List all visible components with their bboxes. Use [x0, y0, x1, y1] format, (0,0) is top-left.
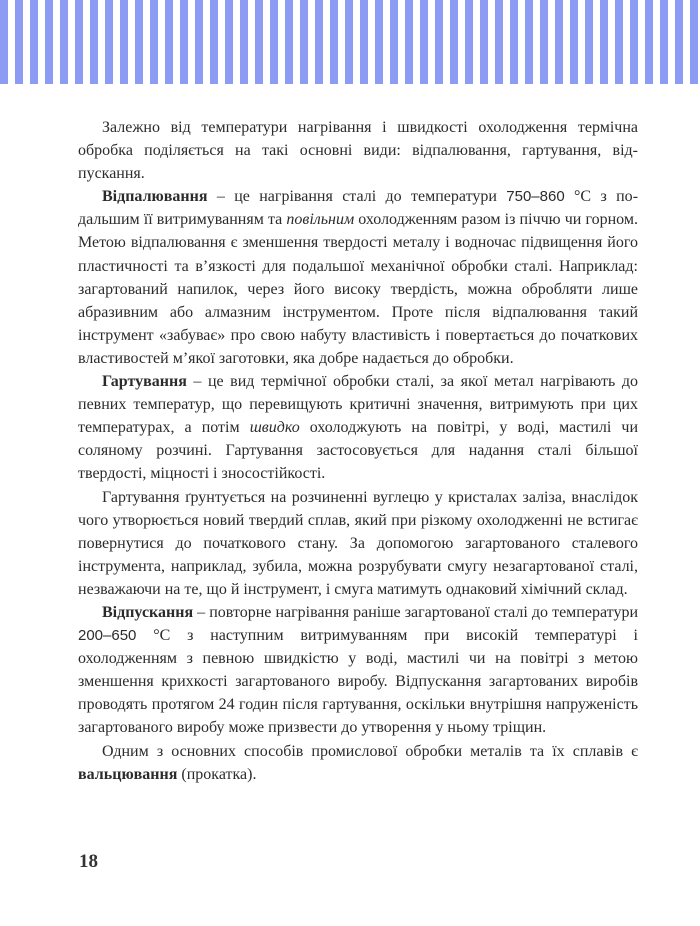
term-annealing: Відпалювання: [102, 188, 208, 206]
term-tempering: Відпускання: [102, 603, 194, 621]
annealing-temperature: 750–860: [506, 188, 565, 206]
emphasis-fast: швидко: [249, 419, 300, 437]
emphasis-slow: повільним: [286, 211, 355, 229]
paragraph-annealing: Відпалювання – це нагрівання сталі до температури 750–860 °С з подальшим її витримуванням та повільним охолодженням разом із піччю чи горном. Метою відпалювання є зменшення твердості металу і водночас підвищення його пластичності та в’язкості для подальшої механічної обробки сталі. Наприклад: загартований напилок, через його високу твердість, можна обробляти лише абразивним або алмазним інструментом. Проте після відпалювання такий інструмент «забуває» про свою набуту властивість і повертається до початкових властивостей м’якої заготовки, яка добре надається до обробки.: [78, 188, 639, 367]
paragraph-rolling: Одним з основних способів промислової обробки металів та їх сплавів є вальцювання (прокатка).: [78, 742, 638, 783]
paragraph-hardening: Гартування – це вид термічної обробки сталі, за якої метал нагрівають до певних температур, що перевищують критичні значення, витримують при цих температурах, а потім швидко охолоджують на повітрі, у воді, мастилі чи соляному розчині. Гартування застосовується для надання сталі більшої твердості, міцності і зносостійкості.: [78, 373, 639, 483]
header-stripes: [0, 0, 700, 84]
term-hardening: Гартування: [102, 373, 187, 391]
paragraph-intro: Залежно від температури нагрівання і швидкості охолодження термічна обробка поділяється на такі основні види: відпалювання, гартування, відпускання.: [78, 119, 638, 183]
page-number: 18: [79, 851, 98, 872]
tempering-temperature: 200–650: [78, 627, 137, 645]
page-text: [78, 116, 638, 786]
paragraph-hardening-basis: Гартування ґрунтується на розчиненні вуглецю у кристалах заліза, внаслідок чого утворюється новий твердий сплав, який при різкому охолодженні не встигає повернутися до початкового стану. За допомогою загартованого сталевого інструмента, наприклад, зубила, можна розрубувати смугу незагартованої сталі, незважаючи на те, що й інструмент, і смуга матимуть однаковий хімічний склад.: [78, 488, 638, 598]
paragraph-tempering: Відпускання – повторне нагрівання раніше загартованої сталі до температури 200–650 °С з наступним витримуванням при високій температурі і охолодженням з певною швидкістю у воді, мастилі чи на повітрі з метою зменшення крихкості загартованого виробу. Відпускання загартованих виробів проводять протягом 24 годин після гартування, оскільки внутрішня напруженість загартованого виробу може призвести до утворення у ньому тріщин.: [78, 603, 638, 737]
term-rolling: вальцювання: [78, 765, 178, 783]
